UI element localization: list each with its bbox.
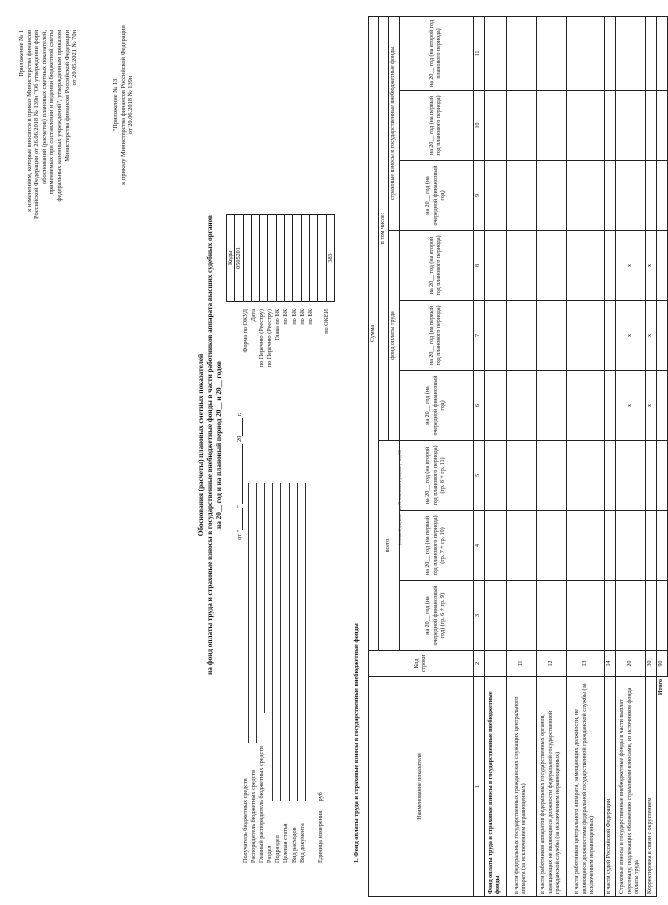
table-row [536,16,566,896]
row-code: 11 [506,651,536,677]
codes-label: по БК [290,309,298,325]
value-cell[interactable] [656,91,667,161]
value-cell[interactable] [645,511,656,581]
value-cell[interactable] [656,16,667,90]
meta-line[interactable] [272,483,273,801]
value-cell[interactable] [506,91,536,161]
meta-row [299,443,307,863]
codes-label: Глава по БК [274,309,282,341]
meta-line[interactable] [297,483,298,801]
codes-label: по БК [282,309,290,325]
value-cell[interactable] [506,301,536,371]
header-col3: на 20__ год (на очередной финансовый год) (гр. 6 + гр. 9) [399,581,473,651]
table-row [604,16,615,896]
row-code: 14 [604,651,615,677]
code-cell[interactable] [276,215,284,302]
column-number: 4 [473,511,484,581]
codes-labels [242,309,331,409]
codes-label [315,309,323,409]
appendix-line: применяемых при составлении и ведении бюджетной сметы [48,30,56,195]
title-line: на 20__ год и на плановый период 20__ и 20__ годов [215,361,223,529]
code-cell[interactable] [285,215,293,302]
value-cell[interactable] [484,371,506,441]
codes-label: по БК [306,309,314,325]
date-year-field[interactable] [235,418,243,436]
codes-label: Форма по ОКУД [242,309,249,353]
row-code: 20 [615,651,645,677]
value-cell[interactable] [566,16,604,90]
date-quote-open: " [236,529,243,533]
total-label: Итого [656,677,667,897]
header-col10: на 20__ год (на первый год планового периода) [399,91,473,161]
codes-label: по Перечню (Реестру) [258,309,266,368]
meta-label: Распорядитель бюджетных средств [250,769,258,863]
row-name: Корректировка в связи с округлением [645,677,656,897]
table-row [645,16,656,896]
value-cell[interactable] [484,161,506,231]
date-quote-close: " [236,505,243,508]
meta-label: Единица измерения [316,810,324,863]
x-mark: x [645,231,656,301]
value-cell[interactable] [506,581,536,651]
value-cell[interactable] [656,371,667,441]
meta-row [258,443,266,863]
meta-label: Подраздел [274,835,282,863]
appendix-line: от 20.05.2021 № 70н [71,30,79,86]
header-col5: на 20__ год (на второй год планового периода) (гр. 8 + гр. 11) [399,441,473,511]
value-cell[interactable] [615,16,645,90]
value-cell[interactable] [536,581,566,651]
row-name: в части федеральных государственных гражданских служащих центрального аппарата (за исключением неравноценных) [506,677,536,897]
value-cell[interactable] [536,16,566,90]
appendix-subheader [112,25,135,185]
date-suffix: г. [236,412,243,417]
meta-label: Вид документа [298,823,306,863]
row-name: в части работников аппаратов федеральных государственных органов, замещающих не являющиеся должности федеральной государственной гражданской службы (за исключением неравноценных) [536,677,566,897]
value-cell[interactable] [484,231,506,301]
value-cell[interactable] [536,231,566,301]
column-number: 10 [473,91,484,161]
header-col8: на 20__ год (на второй год планового периода) [399,231,473,301]
row-code [484,651,506,677]
value-cell[interactable] [536,161,566,231]
value-cell[interactable] [566,91,604,161]
value-cell[interactable] [566,511,604,581]
meta-line[interactable] [256,483,257,743]
x-mark: x [615,301,645,371]
meta-row [242,443,250,863]
title-line: на фонд оплаты труда и страховые взносы в государственные внебюджетные фонды в части работников аппарата высших судебных органов [206,215,214,675]
value-cell[interactable] [656,231,667,301]
column-number: 1 [473,677,484,897]
meta-line[interactable] [280,483,281,801]
meta-label: Получатель бюджетных средств [242,778,249,863]
meta-label: Вид расходов [290,827,298,863]
appendix-subline: от 20.06.2018 № 139н [127,75,135,135]
value-cell[interactable] [506,161,536,231]
value-cell[interactable] [484,511,506,581]
meta-row [266,443,274,863]
meta-label: Главный распорядитель бюджетных средств [258,746,266,863]
header-col4: на 20__ год (на первый год планового периода) (гр. 7 + гр. 10) [399,511,473,581]
meta-label: Целевая статья [282,823,290,863]
value-cell[interactable] [536,301,566,371]
table-row [566,16,604,896]
table-row [506,16,536,896]
meta-fields [242,443,325,863]
value-cell[interactable] [604,16,615,90]
value-cell[interactable] [615,511,645,581]
value-cell[interactable] [645,441,656,511]
value-cell[interactable] [566,161,604,231]
row-code: 90 [656,651,667,677]
meta-row [291,443,299,863]
meta-line[interactable] [248,483,249,743]
column-number: 7 [473,301,484,371]
value-cell[interactable] [604,231,615,301]
value-cell[interactable] [615,581,645,651]
column-number: 11 [473,16,484,90]
column-number: 5 [473,441,484,511]
codes-label: Дата [250,309,258,322]
value-cell[interactable] [645,16,656,90]
value-cell[interactable] [604,161,615,231]
row-name: Страховые взносы в государственные внебюджетные фонды в части выплат персоналу, подлежащих обложению страховыми взносами, из источников фонда оплаты труда [615,677,645,897]
row-name: в части судей Российской Федерации [604,677,615,897]
x-mark: x [645,371,656,441]
x-mark: x [615,231,645,301]
codes-label: по ОКЕИ [322,309,330,334]
value-cell[interactable] [566,581,604,651]
code-cell[interactable] [301,215,309,302]
value-cell[interactable] [656,161,667,231]
doc-type-footnote: (основной документ - код 01; изменения к документу - код 02) [398,449,402,545]
value-cell[interactable] [656,301,667,371]
title-line: Обоснования (расчеты) плановых сметных показателей [197,353,205,537]
row-name: Фонд оплаты труда и страховые взносы в государственные внебюджетные фонды [484,677,506,897]
value-cell[interactable] [604,511,615,581]
value-cell[interactable] [604,301,615,371]
value-cell[interactable] [645,91,656,161]
value-cell[interactable] [656,511,667,581]
value-cell[interactable] [536,371,566,441]
meta-row [250,443,258,863]
codes-label: по БК [298,309,306,325]
value-cell[interactable] [506,441,536,511]
code-cell[interactable] [309,215,317,302]
unit-value: руб [316,792,324,802]
table-row [656,16,667,896]
value-cell[interactable] [656,441,667,511]
value-cell[interactable] [536,511,566,581]
header-in-that: в том числе: [379,16,389,440]
value-cell[interactable] [566,231,604,301]
code-cell[interactable] [251,215,259,302]
date-year: 20 [236,435,243,443]
document-title [197,195,224,695]
header-col6: на 20__ год (на очередной финансовый год) [399,371,473,441]
column-number: 3 [473,581,484,651]
row-code: 13 [566,651,604,677]
appendix-line: Приложение № 1 [18,30,25,77]
value-cell[interactable] [604,581,615,651]
value-cell[interactable] [484,301,506,371]
table-row [615,16,645,896]
value-cell[interactable] [506,371,536,441]
header-col7: на 20__ год (на первый год планового периода) [399,301,473,371]
value-cell[interactable] [484,16,506,90]
appendix-line: к изменениям, которые вносятся в приказ Министерства финансов [25,30,33,212]
header-insurance: страховые взносы в государственные внебюджетные фонды [389,16,399,230]
value-cell[interactable] [615,441,645,511]
meta-row [274,443,282,863]
column-numbers-row [473,16,484,896]
header-name: Наименование показателя [369,677,474,897]
appendix-header [18,30,79,240]
code-cell[interactable] [268,215,276,302]
value-cell[interactable] [506,231,536,301]
header-fund: фонд оплаты труда [389,231,399,441]
codes-table [226,214,335,302]
appendix-line: Министерства финансов Российской Федерации [63,30,71,162]
meta-row [307,443,315,863]
meta-row [317,443,325,863]
value-cell[interactable] [615,161,645,231]
header-col11: на 20__ год (на второй год планового периода) [399,16,473,90]
value-cell[interactable] [645,161,656,231]
code-cell[interactable] [243,215,251,302]
value-cell[interactable] [536,441,566,511]
meta-label: Раздел [266,845,274,863]
value-cell[interactable] [506,16,536,90]
column-number: 6 [473,371,484,441]
section-title: 1. Фонд оплаты труда и страховые взносы в государственные внебюджетные фонды [353,623,360,863]
x-mark: x [615,371,645,441]
code-cell[interactable]: 0505201 [235,215,243,302]
code-cell[interactable]: 383 [326,215,334,302]
code-cell[interactable] [293,215,301,302]
value-cell[interactable] [566,371,604,441]
meta-line[interactable] [305,483,306,801]
column-number: 8 [473,231,484,301]
appendix-line: федеральных казенных учреждений", утвержденным приказом [55,30,63,202]
value-cell[interactable] [484,581,506,651]
value-cell[interactable] [604,441,615,511]
value-cell[interactable] [566,301,604,371]
codes-header: Коды [227,215,235,302]
appendix-line: обоснований (расчетов) плановых сметных показателей, [40,30,48,184]
column-number: 2 [473,651,484,677]
table-row [484,16,506,896]
value-cell[interactable] [645,581,656,651]
value-cell[interactable] [484,441,506,511]
code-cell[interactable] [260,215,268,302]
value-cell[interactable] [566,441,604,511]
code-cell[interactable] [318,215,326,302]
value-cell[interactable] [604,371,615,441]
meta-row [282,443,290,863]
value-cell[interactable] [615,91,645,161]
meta-line[interactable] [264,483,265,713]
header-col9: на 20__ год (на очередной финансовый год) [399,161,473,231]
main-table [368,16,668,897]
header-sum: Сумма [369,16,379,650]
x-mark: x [645,301,656,371]
appendix-line: Российской Федерации от 26.06.2018 № 139н "Об утверждении форм [33,30,41,219]
value-cell[interactable] [656,581,667,651]
value-cell[interactable] [604,91,615,161]
codes-label: по Перечню (Реестру) [266,309,274,368]
row-code: 12 [536,651,566,677]
column-number: 9 [473,161,484,231]
header-total: всего [379,441,399,651]
row-code: 30 [645,651,656,677]
row-name: в части работников центрального аппарата, замещающих должности, не являющиеся должностями федеральной государственной гражданской службы (за исключением неравноценных) [566,677,604,897]
date-prefix: от [236,534,243,540]
value-cell[interactable] [536,91,566,161]
value-cell[interactable] [506,511,536,581]
value-cell[interactable] [484,91,506,161]
meta-line[interactable] [289,483,290,801]
appendix-subline: "Приложение № 13 [112,78,119,132]
appendix-subline: к приказу Министерства финансов Российской Федерации [119,25,127,185]
header-code: Код строки [369,651,474,677]
